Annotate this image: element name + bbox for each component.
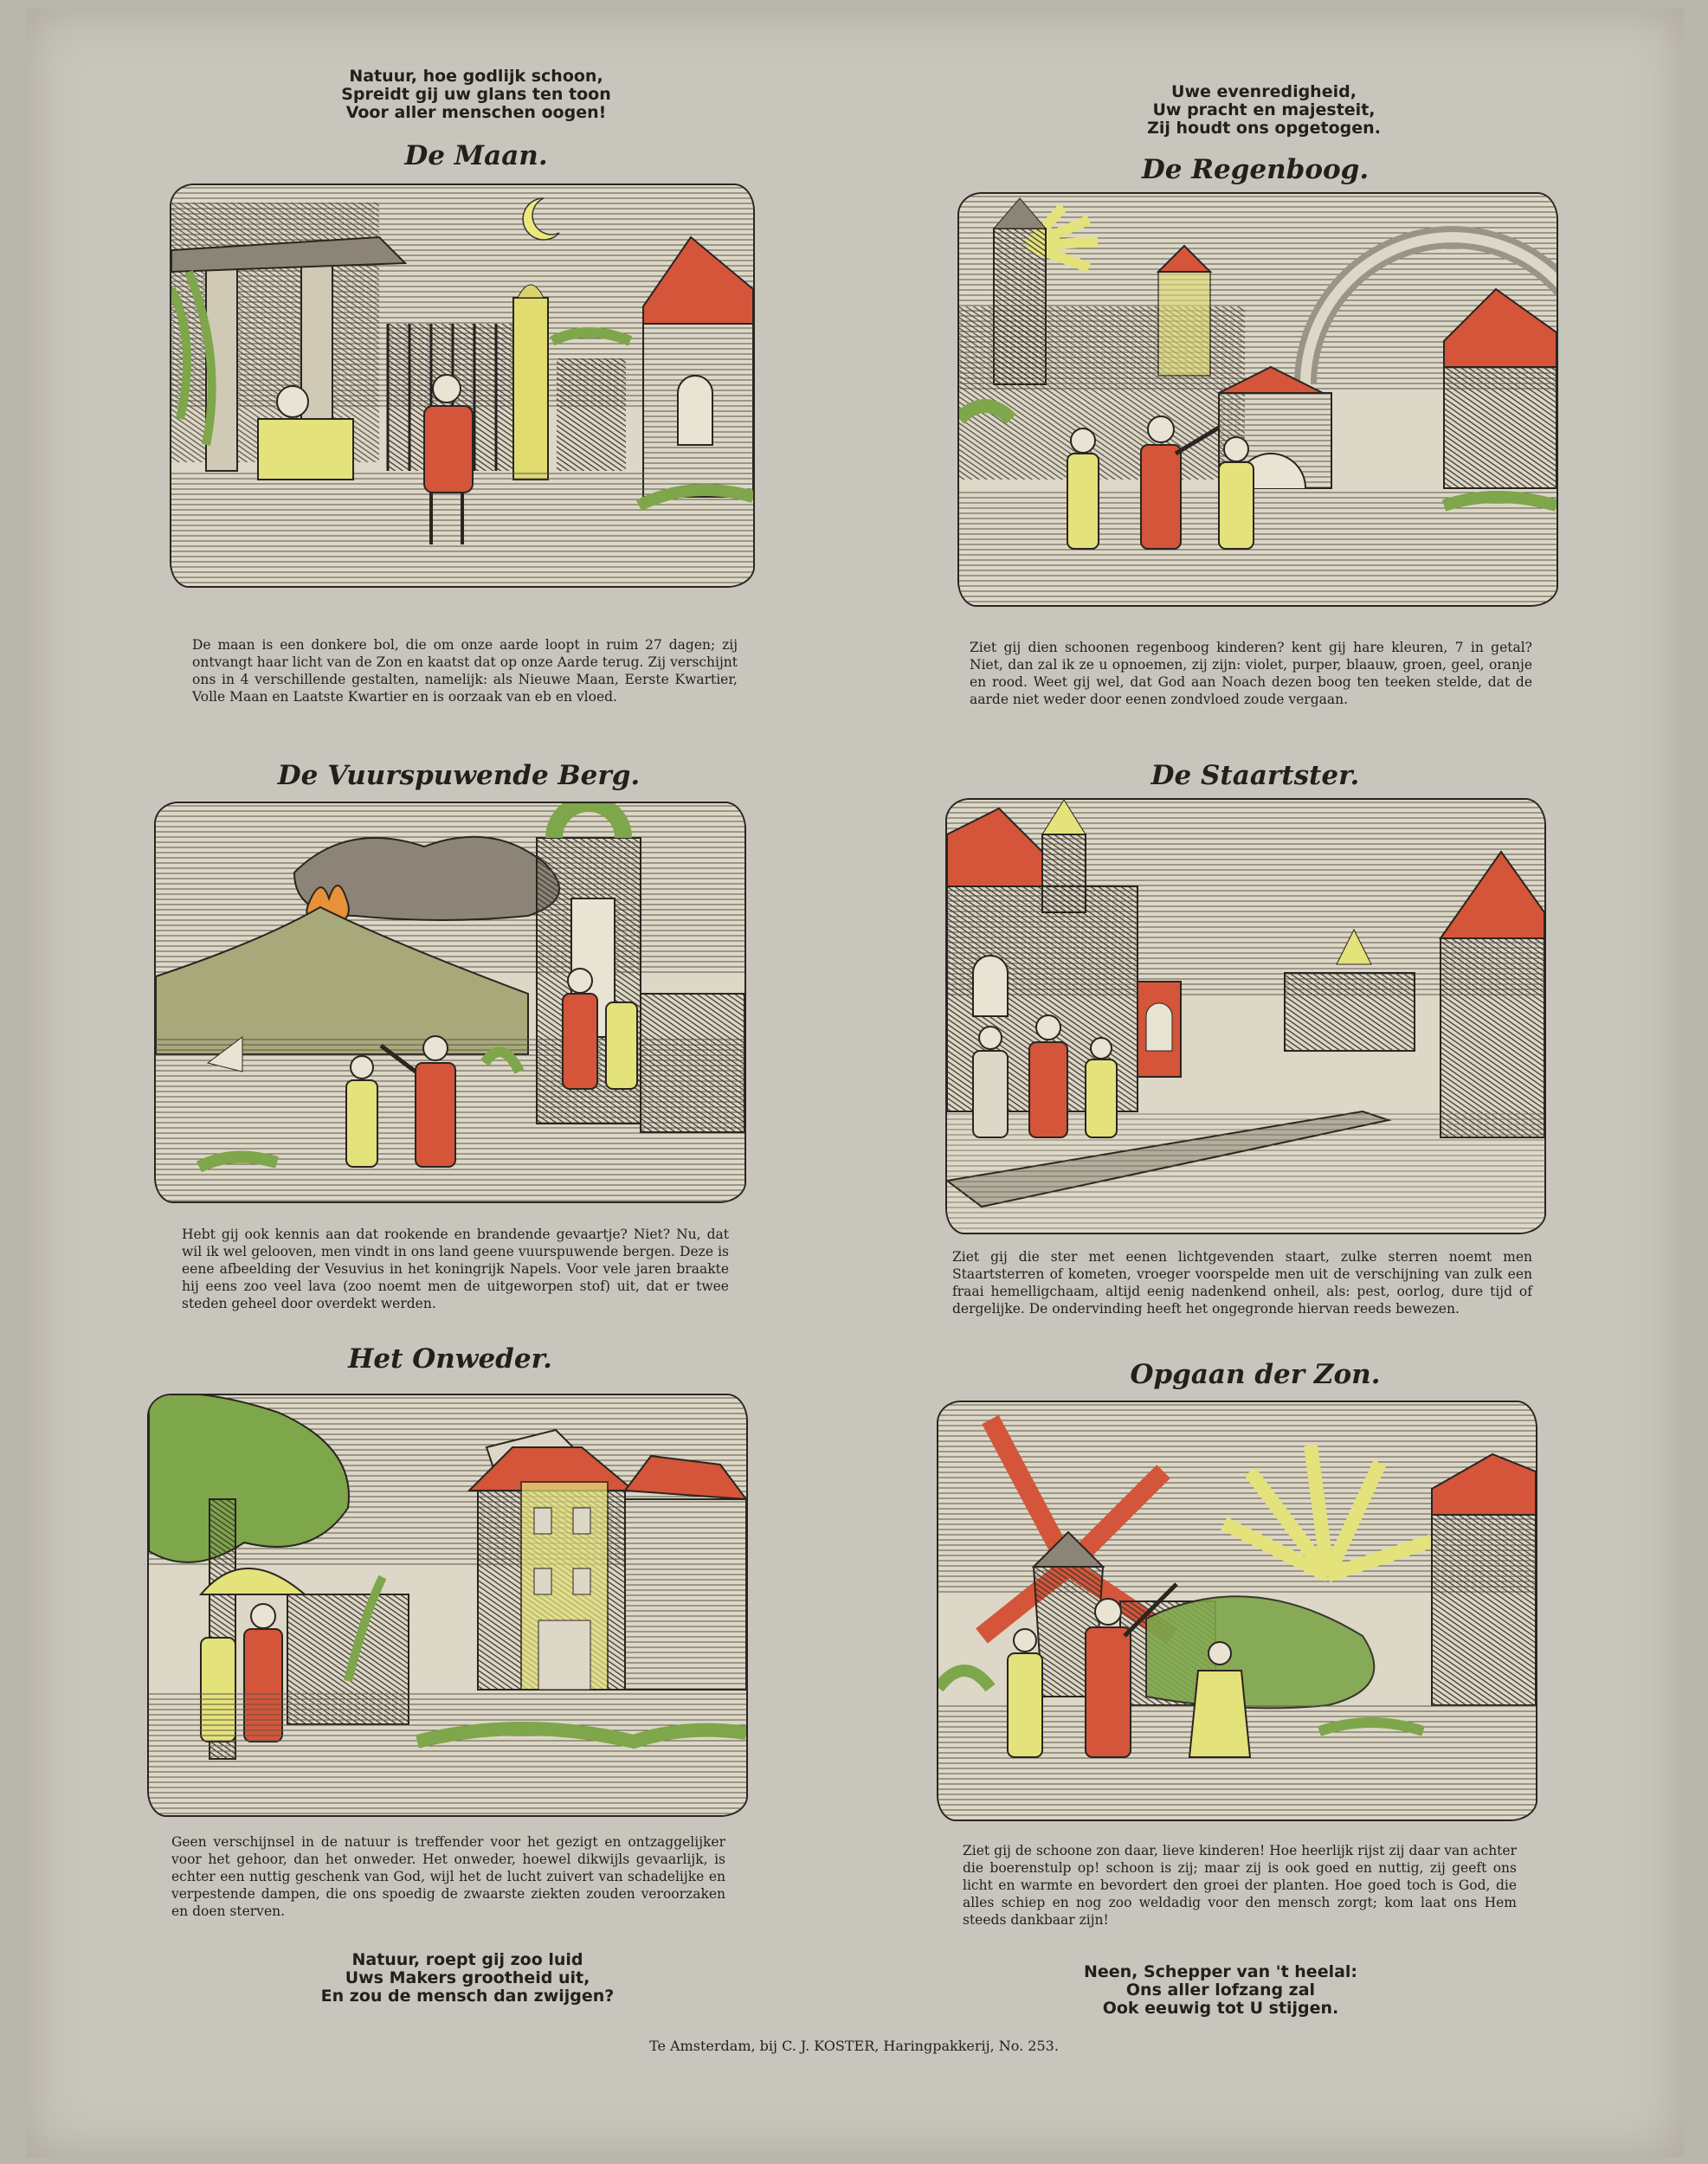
panel-title-regenboog: De Regenboog. (1141, 154, 1370, 185)
panel-title-vuurspuwende-berg: De Vuurspuwende Berg. (277, 760, 641, 791)
panel-title-staartster: De Staartster. (1150, 760, 1360, 791)
panel-text-regenboog: Ziet gij dien schoonen regenboog kinderen? kent gij hare kleuren, 7 in getal? Niet, dan zal ik ze u opnoemen, zij zijn: violet, purper, blaauw, groen, geel, oranje en rood. Weet gij wel, dat God aan Noach dezen boog ten teeken stelde, dat de aarde niet weder door eenen zondvloed zoude vergaan. (970, 640, 1532, 707)
verse-bottom-left: Natuur, roept gij zoo luid Uws Makers grootheid uit, En zou de mensch dan zwijgen? (320, 1950, 615, 2006)
illustration-sunrise (938, 1402, 1536, 1819)
panel-text-vuurspuwende-berg: Hebt gij ook kennis aan dat rookende en brandende gevaartje? Niet? Nu, dat wil ik wel gelooven, men vindt in ons land geene vuurspuwende bergen. Deze is eene afbeelding der Vesuvius in het koningrijk Napels. Voor vele jaren braakte hij eens zoo veel lava (zoo noemt men de uitgeworpen stof) uit, dat er twee steden geheel door overdekt werden. (182, 1227, 729, 1311)
panel-title-onweder: Het Onweder. (348, 1343, 552, 1375)
panel-title-opgaan-der-zon: Opgaan der Zon. (1130, 1359, 1381, 1390)
panel-text-onweder: Geen verschijnsel in de natuur is treffender voor het gezigt en ontzaggelijker voor het gehoor, dan het onweder. Het onweder, hoewel dikwijls gevaarlijk, is echter een nuttig geschenk van God, wijl het de lucht zuivert van schadelijke en verpestende dampen, die ons spoedig de zwaarste ziekten zouden veroorzaken en doen sterven. (171, 1834, 725, 1919)
panel-title-maan: De Maan. (404, 140, 548, 171)
verse-top-right: Uwe evenredigheid, Uw pracht en majesteit, Zij houdt ons opgetogen. (1147, 82, 1381, 138)
panel-text-opgaan-der-zon: Ziet gij de schoone zon daar, lieve kinderen! Hoe heerlijk rijst zij daar van achter die boerenstulp op! schoon is zij; maar zij is ook goed en nuttig, zij geeft ons licht en warmte en bevordert den groei der planten. Hoe goed toch is God, die alles schiep en nog zoo weldadig voor den mensch zorgt; kom laat ons Hem steeds dankbaar zijn! (963, 1843, 1517, 1928)
panel-text-maan: De maan is een donkere bol, die om onze aarde loopt in ruim 27 dagen; zij ontvangt haar licht van de Zon en kaatst dat op onze Aarde terug. Zij verschijnt ons in 4 verschillende gestalten, namelijk: als Nieuwe Maan, Eerste Kwartier, Volle Maan en Laatste Kwartier en is oorzaak van eb en vloed. (192, 637, 738, 705)
publisher-imprint: Te Amsterdam, bij C. J. KOSTER, Haringpakkerij, No. 253. (649, 2038, 1059, 2054)
panel-text-staartster: Ziet gij die ster met eenen lichtgevenden staart, zulke sterren noemt men Staartsterren of kometen, vroeger voorspelde men uit de verschijning van zulk een fraai hemelligchaam, altijd eenig nadenkend onheil, als: pest, oorlog, dure tijd of dergelijke. De ondervinding heeft het ongegronde hiervan reeds bewezen. (952, 1249, 1532, 1317)
illustration-moon (171, 185, 753, 586)
verse-bottom-right: Neen, Schepper van 't heelal: Ons aller lofzang zal Ook eeuwig tot U stijgen. (1083, 1962, 1358, 2018)
illustration-rainbow (959, 194, 1557, 605)
illustration-thunderstorm (149, 1395, 746, 1815)
verse-top-left: Natuur, hoe godlijk schoon, Spreidt gij uw glans ten toon Voor aller menschen oogen! (341, 67, 611, 122)
illustration-volcano (156, 803, 744, 1201)
illustration-comet (947, 800, 1544, 1233)
